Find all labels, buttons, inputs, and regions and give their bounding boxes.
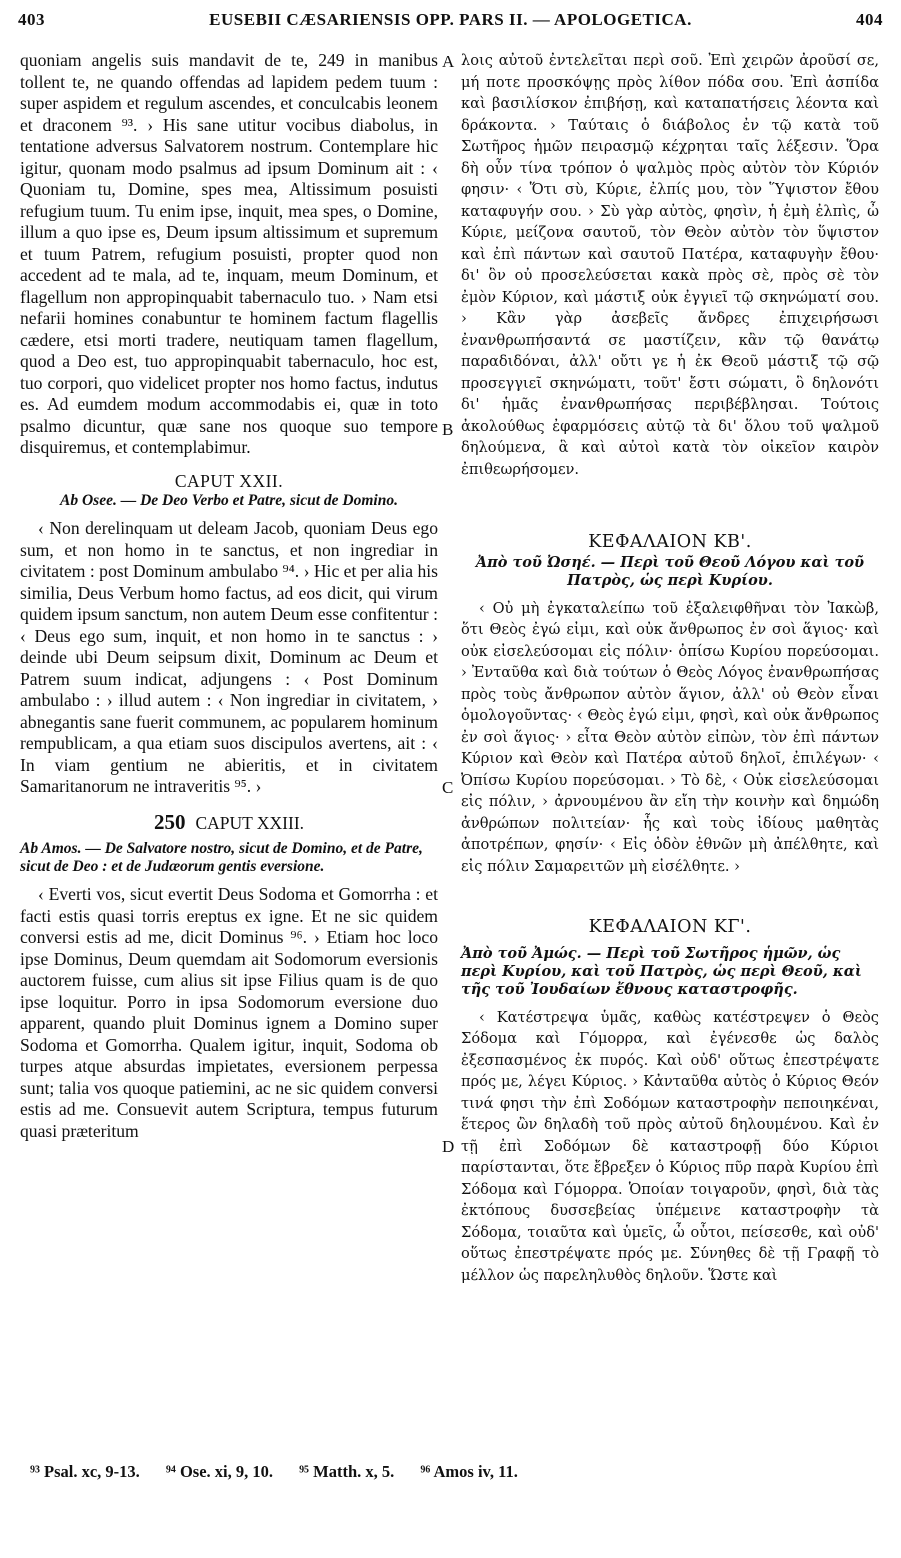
footnote-96: ⁹⁶ Amos iv, 11. [420, 1462, 518, 1481]
greek-paragraph-3: ‹ Κατέστρεψα ὑμᾶς, καθὼς κατέστρεψεν ὁ Θεὸς Σόδομα καὶ Γόμορρα, καὶ ἐγένεσθε ὡς δαλὸς ἐξεσπασμένος ἐκ πυρός. Καὶ οὐδ' οὕτως ἐπεστρέψατε πρός με, λέγει Κύριος. › Κἀνταῦθα αὐτὸς ὁ Κύριος Θεόν τινά φησι τὴν ἐπὶ Σοδόμων καταστροφὴν πεποιηκέναι, ἕτερος ὢν δηλαδὴ τοῦ πρὸς αὐτοῦ δηλουμένου. Καὶ ἐν τῇ ἐπὶ Σοδόμων δὲ καταστροφῇ δύο Κύριοι παρίστανται, ὅτε ἔβρεξεν ὁ Κύριος πῦρ παρὰ Κυρίου ἐπὶ Σόδομα καὶ Γόμορρα. Ὁποίαν τοιγαροῦν, φησὶ, διὰ τὰς ἐκτόπους δυσσεβείας ὑπέμεινε καταστροφὴν τὰ Σόδομα, τοιαῦτα καὶ ὑμεῖς, ὦ οὗτοι, πείσεσθε, καὶ οὐδ' οὕτως ἐπεστρέψατε πρός με. Σύνηθες δὲ τῇ Γραφῇ τὸ μέλλον ὡς παρεληλυθὸς δηλοῦν. Ὥστε καὶ [461, 1008, 879, 1284]
greek-chapter-23-heading: ΚΕΦΑΛΑΙΟΝ ΚΓ'. [588, 917, 752, 937]
margin-letter-d: D [442, 1137, 455, 1156]
margin-letter-b: B [442, 420, 454, 439]
greek-chapter-22-subtitle: Ἀπὸ τοῦ Ὠσηέ. — Περὶ τοῦ Θεοῦ Λόγου καὶ τοῦ Πατρὸς, ὡς περὶ Κυρίου. [475, 553, 865, 589]
latin-chapter-22-subtitle: Ab Osee. — De Deo Verbo et Patre, sicut de Domino. [60, 492, 398, 509]
latin-chapter-23-subtitle: Ab Amos. — De Salvatore nostro, sicut de Domino, et de Patre, sicut de Deo : et de Judæorum gentis eversione. [20, 840, 423, 875]
running-header [18, 10, 883, 40]
greek-column [461, 50, 879, 1286]
latin-paragraph-2: ‹ Non derelinquam ut deleam Jacob, quoniam Deus ego sum, et non homo in te sanctus, et non ingrediar in civitatem : post Dominum ambulabo ⁹⁴. › Hic et per alia his similia, Deus Verbum homo factus, ad eos dicit, qui virum quidem ipsum sanctum, non autem Deum esse confitentur : ‹ Deus ego sum, inquit, et non homo in te sanctus : › deinde ubi Deum seipsum dixit, Dominum ac Deum et Patrem suum indicat, adjungens : ‹ Post Dominum ambulabo : › illud autem : ‹ Non ingrediar in civitatem, › abnegantis sane fuerit communem, ac popularem hominum rempublicam, a qua etiam suos discipulos avertens, ait : ‹ In viam gentium ne abieritis, et in civitatem Samaritanorum ne intraveritis ⁹⁵. › [20, 518, 438, 796]
page-number-left: 403 [18, 10, 45, 29]
greek-paragraph-1: λοις αὐτοῦ ἐντελεῖται περὶ σοῦ. Ἐπὶ χειρῶν ἀροῦσί σε, μή ποτε προσκόψῃς πρὸς λίθον πόδα σου. Ἐπὶ ἀσπίδα καὶ βασιλίσκον ἐπιβήσῃ, καὶ καταπατήσεις λέοντα καὶ δράκοντα. › Ταύταις ὁ διάβολος ἐν τῷ κατὰ τοῦ Σωτῆρος ἡμῶν πειρασμῷ κέχρηται ταῖς λέξεσιν. Ὅρα δὴ οὖν τίνα τρόπον ὁ ψαλμὸς πρὸς αὐτὸν τὸν Κύριόν φησιν· ‹ Ὅτι σὺ, Κύριε, ἐλπίς μου, τὸν Ὕψιστον ἔθου καταφυγήν σου. › Σὺ γὰρ αὐτὸς, φησὶν, ἡ ἐμὴ ἐλπὶς, ὦ Κύριε, μείζονα σαυτοῦ, τὸν Θεὸν αὐτὸν τὸν ὕψιστον καὶ ἐπὶ πάντων καὶ σαυτοῦ Πατέρα, καταφυγὴν ἔθου· δι' ὃν οὐ προσελεύσεται κακὰ πρὸς σὲ, πρὸς σὲ τὸν ἐμὸν Κύριον, καὶ μάστιξ οὐκ ἐγγιεῖ τῷ σκηνώματί σου. › Κἂν γὰρ ἀσεβεῖς ἄνδρες ἐπιχειρήσωσι ἐνανθρωπήσαντά σε μαστίζειν, κἂν τῷ θανάτῳ παραδιδόναι, ἀλλ' οὔτι γε ἡ ἐκ Θεοῦ μάστιξ τῷ σῷ προσεγγιεῖ σκηνώματι, τοῦτ' ἔστι σώματι, ὃ δηλονότι δι' ἡμᾶς ἐνανθρωπήσας περιβέβλησαι. Τούτοις ἀκολούθως ἐφαρμόσεις αὐτῷ τὰ δι' ὅλου τοῦ ψαλμοῦ δηλούμενα, ἃ καὶ αὐτοὶ κατὰ τὸν οἰκεῖον καιρὸν ἐπιθεωρήσομεν. [461, 52, 879, 478]
footnotes [30, 1462, 540, 1482]
greek-chapter-22-heading: ΚΕΦΑΛΑΙΟΝ ΚΒ'. [588, 532, 752, 552]
running-title: EUSEBII CÆSARIENSIS OPP. PARS II. — APOLOGETICA. [209, 10, 692, 29]
page-number-right: 404 [856, 10, 883, 29]
footnote-93: ⁹³ Psal. xc, 9-13. [30, 1462, 140, 1481]
margin-letter-a: A [442, 52, 455, 71]
column-number-250: 250 [153, 809, 186, 834]
latin-column [20, 50, 438, 1142]
footnote-94: ⁹⁴ Ose. xi, 9, 10. [165, 1462, 273, 1481]
latin-paragraph-3: ‹ Everti vos, sicut evertit Deus Sodoma et Gomorrha : et facti estis quasi torris ereptus ex igne. Et ne sic quidem conversi estis ad me, dicit Dominus ⁹⁶. › Etiam hoc loco ipse Dominus, Deum quemdam ait Sodomorum eversionis auctorem fuisse, cum alius sit ipse Filius quam is de quo ipse loquitur. Porro in ipsa Sodomorum eversione duo apparent, quando pluit Dominus ignem a Domino super Sodoma et Gomorrha. Qualem igitur, inquit, Sodoma ob turpes atque absurdas impietates, eversionem perpessa sunt; talia vos quoque patiemini, ac ne sic quidem conversi estis ad me. Consuevit autem Scriptura, tempus futurum quasi præteritum [20, 884, 438, 1141]
latin-paragraph-1: quoniam angelis suis mandavit de te, 249 in manibus tollent te, ne quando offendas ad lapidem pedem tuum : super aspidem et regulum ascendes, et conculcabis leonem et draconem ⁹³. › His sane utitur vocibus diabolus, in tentatione adversus Salvatorem nostrum. Contemplare hic igitur, quonam modo psalmus ad ipsum Dominum ait : ‹ Quoniam tu, Domine, spes mea, Altissimum posuisti refugium tuum. Tu enim ipse, inquit, mea spes, o Domine, illum a quo ipse es, Deum ipsum altissimum et supremum et tuum Patrem, refugium posuisti, propter quod non accedent ad te mala, ad te, inquam, meum Dominum, et flagellum non appropinquabit tabernaculo tuo. › Nam etsi nefarii homines conabuntur te hominem factum flagellis cædere, etsi morti tradere, neutiquam tamen flagellum, quod a Deo est, tuo appropinquabit tabernaculo, hoc est, tuo corpori, quo videlicet propter nos homo factus, indutus es. Ad eumdem modum accommodabis ei, quæ in toto psalmo dicuntur, quæ sane nos quoque suo tempore disquiremus, et contemplabimur. [20, 50, 438, 457]
greek-chapter-23-subtitle: Ἀπὸ τοῦ Ἀμώς. — Περὶ τοῦ Σωτῆρος ἡμῶν, ὡς περὶ Κυρίου, καὶ τοῦ Πατρὸς, ὡς περὶ Θεοῦ, καὶ τῆς τοῦ Ἰουδαίων ἔθνους καταστροφῆς. [461, 944, 862, 998]
footnote-95: ⁹⁵ Matth. x, 5. [299, 1462, 395, 1481]
greek-paragraph-2: ‹ Οὐ μὴ ἐγκαταλείπω τοῦ ἐξαλειφθῆναι τὸν Ἰακὼβ, ὅτι Θεὸς ἐγώ εἰμι, καὶ οὐκ ἄνθρωπος ἐν σοὶ ἅγιος· καὶ οὐκ εἰσελεύσομαι εἰς πόλιν· ὀπίσω Κυρίου πορεύσομαι. › Ἐνταῦθα καὶ διὰ τούτων ὁ Θεὸς Λόγος ἐνανθρωπήσας πρὸς τοὺς ἄνθρωπον αὐτὸν ἅγιον, ἀλλ' οὐ Θεὸν εἶναι ὁμολογοῦντας· ‹ Θεὸς ἐγώ εἰμι, φησὶ, καὶ οὐκ ἄνθρωπος ἐν σοὶ ἅγιος· › εἶτα Θεὸν αὐτὸν εἰπὼν, τὸν ἐπὶ πάντων Κύριον καὶ Θεὸν καὶ Πατέρα αὐτοῦ δηλοῖ, ἐπιλέγων· ‹ Ὀπίσω Κυρίου πορεύσομαι. › Τὸ δὲ, ‹ Οὐκ εἰσελεύσομαι εἰς πόλιν, › ἀρνουμένου ἂν εἴη τὴν κοινὴν καὶ δημώδη ἀνθρώπων πολιτείαν· ἧς καὶ τοὺς ἰδίους μαθητὰς ἀποτρέπων, φησίν· ‹ Εἰς ὁδὸν ἐθνῶν μὴ ἀπέλθητε, καὶ εἰς πόλιν Σαμαρειτῶν μὴ εἰσέλθητε. › [461, 599, 879, 875]
latin-chapter-23-heading: CAPUT XXIII. [195, 812, 305, 833]
latin-chapter-22-heading: CAPUT XXII. [174, 470, 284, 491]
margin-letter-c: C [442, 778, 454, 797]
